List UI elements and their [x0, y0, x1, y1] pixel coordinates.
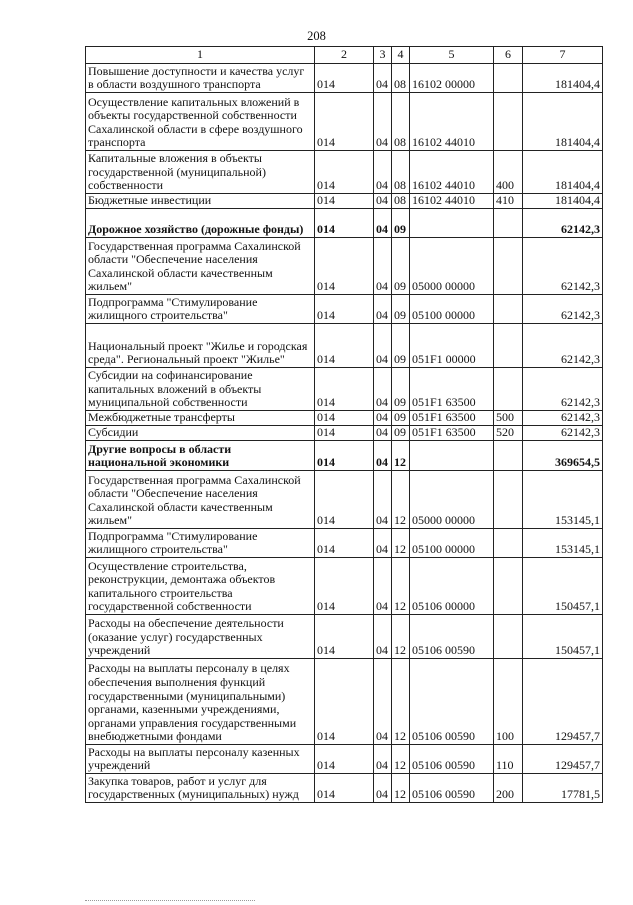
expense-type-cell: 520 — [494, 426, 523, 441]
section-code-cell: 04 — [374, 93, 392, 151]
target-article-cell — [410, 209, 494, 238]
page-number: 208 — [307, 29, 326, 43]
expense-type-cell: 100 — [494, 659, 523, 745]
target-article-cell: 051F1 63500 — [410, 426, 494, 441]
row-name-cell: Субсидии на софинансирование капитальных вложений в объекты муниципальной собственности — [86, 368, 315, 411]
target-article-cell: 05100 00000 — [410, 295, 494, 324]
section-code-cell: 04 — [374, 615, 392, 659]
target-article-cell: 05000 00000 — [410, 238, 494, 295]
subsection-code-cell: 12 — [392, 471, 410, 529]
subsection-code-cell: 09 — [392, 295, 410, 324]
target-article-cell — [410, 441, 494, 471]
ministry-code-cell: 014 — [315, 411, 374, 426]
target-article-cell: 16102 44010 — [410, 194, 494, 209]
row-name-cell: Закупка товаров, работ и услуг для государственных (муниципальных) нужд — [86, 774, 315, 803]
subsection-code-cell: 12 — [392, 558, 410, 615]
section-code-cell: 04 — [374, 368, 392, 411]
ministry-code-cell: 014 — [315, 529, 374, 558]
expense-type-cell — [494, 238, 523, 295]
target-article-cell: 05106 00590 — [410, 774, 494, 803]
section-code-cell: 04 — [374, 659, 392, 745]
target-article-cell: 05106 00590 — [410, 615, 494, 659]
row-name-cell: Субсидии — [86, 426, 315, 441]
subsection-code-cell: 08 — [392, 194, 410, 209]
row-name-cell: Расходы на выплаты персоналу в целях обеспечения выполнения функций государственными (муниципальными) органами, казенными учреждениями, органами управления государственными внебюджетными фондами — [86, 659, 315, 745]
subsection-code-cell: 08 — [392, 93, 410, 151]
table-row — [86, 558, 603, 615]
amount-cell: 153145,1 — [523, 529, 603, 558]
row-name-cell: Расходы на обеспечение деятельности (оказание услуг) государственных учреждений — [86, 615, 315, 659]
table-row — [86, 93, 603, 151]
ministry-code-cell: 014 — [315, 441, 374, 471]
expense-type-cell: 110 — [494, 745, 523, 774]
subsection-code-cell: 12 — [392, 745, 410, 774]
expense-type-cell — [494, 93, 523, 151]
section-code-cell: 04 — [374, 151, 392, 194]
subsection-code-cell: 09 — [392, 426, 410, 441]
subsection-code-cell: 12 — [392, 441, 410, 471]
subsection-code-cell: 08 — [392, 151, 410, 194]
ministry-code-cell: 014 — [315, 426, 374, 441]
section-code-cell: 04 — [374, 745, 392, 774]
header-col-6: 6 — [494, 47, 523, 64]
row-name-cell: Капитальные вложения в объекты государственной (муниципальной) собственности — [86, 151, 315, 194]
row-name-cell: Государственная программа Сахалинской области "Обеспечение населения Сахалинской области качественным жильем" — [86, 471, 315, 529]
row-name-cell: Национальный проект "Жилье и городская среда". Региональный проект "Жилье" — [86, 324, 315, 368]
section-code-cell: 04 — [374, 324, 392, 368]
table-row — [86, 151, 603, 194]
header-col-1: 1 — [86, 47, 315, 64]
row-name-cell: Осуществление строительства, реконструкции, демонтажа объектов капитального строительства государственной собственности — [86, 558, 315, 615]
amount-cell: 369654,5 — [523, 441, 603, 471]
row-name-cell: Расходы на выплаты персоналу казенных учреждений — [86, 745, 315, 774]
header-col-4: 4 — [392, 47, 410, 64]
expense-type-cell — [494, 295, 523, 324]
table-row — [86, 238, 603, 295]
section-code-cell: 04 — [374, 471, 392, 529]
table-header-row — [86, 47, 603, 64]
amount-cell: 62142,3 — [523, 209, 603, 238]
expense-type-cell — [494, 64, 523, 93]
expense-type-cell — [494, 615, 523, 659]
amount-cell: 129457,7 — [523, 745, 603, 774]
target-article-cell: 05100 00000 — [410, 529, 494, 558]
table-row — [86, 64, 603, 93]
row-name-cell: Осуществление капитальных вложений в объекты государственной собственности Сахалинской области в сфере воздушного транспорта — [86, 93, 315, 151]
section-code-cell: 04 — [374, 441, 392, 471]
table-row — [86, 745, 603, 774]
expense-type-cell: 200 — [494, 774, 523, 803]
table-row — [86, 659, 603, 745]
header-col-7: 7 — [523, 47, 603, 64]
expense-type-cell — [494, 209, 523, 238]
target-article-cell: 16102 00000 — [410, 64, 494, 93]
ministry-code-cell: 014 — [315, 659, 374, 745]
section-code-cell: 04 — [374, 238, 392, 295]
target-article-cell: 05106 00590 — [410, 659, 494, 745]
row-name-cell: Межбюджетные трансферты — [86, 411, 315, 426]
amount-cell: 181404,4 — [523, 194, 603, 209]
amount-cell: 62142,3 — [523, 238, 603, 295]
table-row — [86, 295, 603, 324]
subsection-code-cell: 09 — [392, 209, 410, 238]
expense-type-cell — [494, 368, 523, 411]
table-row — [86, 426, 603, 441]
amount-cell: 150457,1 — [523, 558, 603, 615]
ministry-code-cell: 014 — [315, 93, 374, 151]
expense-type-cell — [494, 324, 523, 368]
subsection-code-cell: 09 — [392, 411, 410, 426]
section-code-cell: 04 — [374, 426, 392, 441]
bottom-divider — [85, 900, 255, 901]
amount-cell: 62142,3 — [523, 368, 603, 411]
section-code-cell: 04 — [374, 209, 392, 238]
section-code-cell: 04 — [374, 194, 392, 209]
ministry-code-cell: 014 — [315, 615, 374, 659]
section-code-cell: 04 — [374, 529, 392, 558]
amount-cell: 181404,4 — [523, 151, 603, 194]
expense-type-cell — [494, 471, 523, 529]
expense-type-cell: 400 — [494, 151, 523, 194]
target-article-cell: 05106 00590 — [410, 745, 494, 774]
row-name-cell: Подпрограмма "Стимулирование жилищного строительства" — [86, 295, 315, 324]
table-row — [86, 471, 603, 529]
target-article-cell: 05000 00000 — [410, 471, 494, 529]
target-article-cell: 16102 44010 — [410, 151, 494, 194]
amount-cell: 181404,4 — [523, 64, 603, 93]
expense-type-cell — [494, 441, 523, 471]
section-code-cell: 04 — [374, 411, 392, 426]
subsection-code-cell: 08 — [392, 64, 410, 93]
ministry-code-cell: 014 — [315, 194, 374, 209]
header-col-5: 5 — [410, 47, 494, 64]
amount-cell: 62142,3 — [523, 295, 603, 324]
amount-cell: 129457,7 — [523, 659, 603, 745]
row-name-cell: Другие вопросы в области национальной экономики — [86, 441, 315, 471]
subsection-code-cell: 09 — [392, 368, 410, 411]
target-article-cell: 051F1 63500 — [410, 368, 494, 411]
amount-cell: 150457,1 — [523, 615, 603, 659]
amount-cell: 62142,3 — [523, 411, 603, 426]
amount-cell: 62142,3 — [523, 426, 603, 441]
ministry-code-cell: 014 — [315, 209, 374, 238]
expense-type-cell — [494, 558, 523, 615]
section-code-cell: 04 — [374, 295, 392, 324]
target-article-cell: 051F1 63500 — [410, 411, 494, 426]
table-row — [86, 615, 603, 659]
ministry-code-cell: 014 — [315, 238, 374, 295]
table-row — [86, 774, 603, 803]
ministry-code-cell: 014 — [315, 64, 374, 93]
ministry-code-cell: 014 — [315, 295, 374, 324]
row-name-cell: Подпрограмма "Стимулирование жилищного строительства" — [86, 529, 315, 558]
ministry-code-cell: 014 — [315, 324, 374, 368]
ministry-code-cell: 014 — [315, 774, 374, 803]
header-col-3: 3 — [374, 47, 392, 64]
row-name-cell: Повышение доступности и качества услуг в области воздушного транспорта — [86, 64, 315, 93]
row-name-cell: Бюджетные инвестиции — [86, 194, 315, 209]
subsection-code-cell: 12 — [392, 774, 410, 803]
budget-table — [85, 46, 603, 803]
amount-cell: 153145,1 — [523, 471, 603, 529]
table-row — [86, 411, 603, 426]
table-row — [86, 324, 603, 368]
row-name-cell: Государственная программа Сахалинской области "Обеспечение населения Сахалинской области качественным жильем" — [86, 238, 315, 295]
table-row — [86, 368, 603, 411]
target-article-cell: 051F1 00000 — [410, 324, 494, 368]
expense-type-cell — [494, 529, 523, 558]
subsection-code-cell: 12 — [392, 615, 410, 659]
ministry-code-cell: 014 — [315, 745, 374, 774]
target-article-cell: 05106 00000 — [410, 558, 494, 615]
table-row — [86, 441, 603, 471]
subsection-code-cell: 12 — [392, 659, 410, 745]
table-row — [86, 209, 603, 238]
section-code-cell: 04 — [374, 558, 392, 615]
header-col-2: 2 — [315, 47, 374, 64]
amount-cell: 181404,4 — [523, 93, 603, 151]
amount-cell: 62142,3 — [523, 324, 603, 368]
row-name-cell: Дорожное хозяйство (дорожные фонды) — [86, 209, 315, 238]
table-row — [86, 529, 603, 558]
subsection-code-cell: 09 — [392, 324, 410, 368]
subsection-code-cell: 12 — [392, 529, 410, 558]
ministry-code-cell: 014 — [315, 368, 374, 411]
ministry-code-cell: 014 — [315, 558, 374, 615]
section-code-cell: 04 — [374, 64, 392, 93]
expense-type-cell: 410 — [494, 194, 523, 209]
table-row — [86, 194, 603, 209]
expense-type-cell: 500 — [494, 411, 523, 426]
ministry-code-cell: 014 — [315, 471, 374, 529]
section-code-cell: 04 — [374, 774, 392, 803]
target-article-cell: 16102 44010 — [410, 93, 494, 151]
ministry-code-cell: 014 — [315, 151, 374, 194]
subsection-code-cell: 09 — [392, 238, 410, 295]
amount-cell: 17781,5 — [523, 774, 603, 803]
